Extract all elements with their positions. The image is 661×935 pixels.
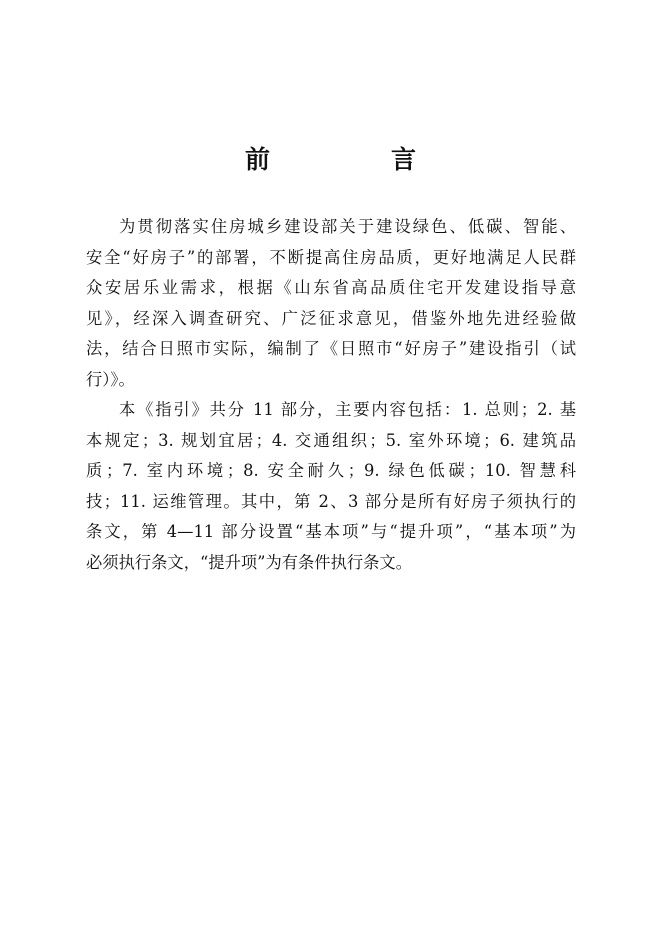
paragraph-line: 本规定；3. 规划宜居；4. 交通组织；5. 室外环境；6. 建筑品 xyxy=(86,430,576,450)
paragraph-line: 质；7. 室内环境；8. 安全耐久；9. 绿色低碳；10. 智慧科 xyxy=(86,461,576,480)
paragraph-line: 安全“好房子”的部署，不断提高住房品质，更好地满足人民群 xyxy=(86,247,576,267)
page-title: 前 言 xyxy=(244,145,464,174)
paragraph-line: 技；11. 运维管理。其中，第 2、3 部分是所有好房子须执行的 xyxy=(86,491,576,511)
paragraph-line: 条文，第 4—11 部分设置“基本项”与“提升项”，“基本项”为 xyxy=(86,522,576,541)
paragraph-line: 必须执行条文，“提升项”为有条件执行条文。 xyxy=(86,552,412,572)
body-text xyxy=(86,212,576,578)
paragraph-2 xyxy=(86,395,576,578)
paragraph-line: 为贯彻落实住房城乡建设部关于建设绿色、低碳、智能、 xyxy=(119,217,576,236)
paragraph-line: 众安居乐业需求，根据《山东省高品质住宅开发建设指导意 xyxy=(86,278,576,297)
paragraph-1 xyxy=(86,212,576,395)
paragraph-line: 见》，经深入调查研究、广泛征求意见，借鉴外地先进经验做 xyxy=(86,308,576,328)
paragraph-line: 法，结合日照市实际，编制了《日照市“好房子”建设指引（试 xyxy=(86,339,576,358)
paragraph-line: 本《指引》共分 11 部分，主要内容包括：1. 总则；2. 基 xyxy=(119,400,576,419)
paragraph-line: 行）》。 xyxy=(86,369,135,389)
